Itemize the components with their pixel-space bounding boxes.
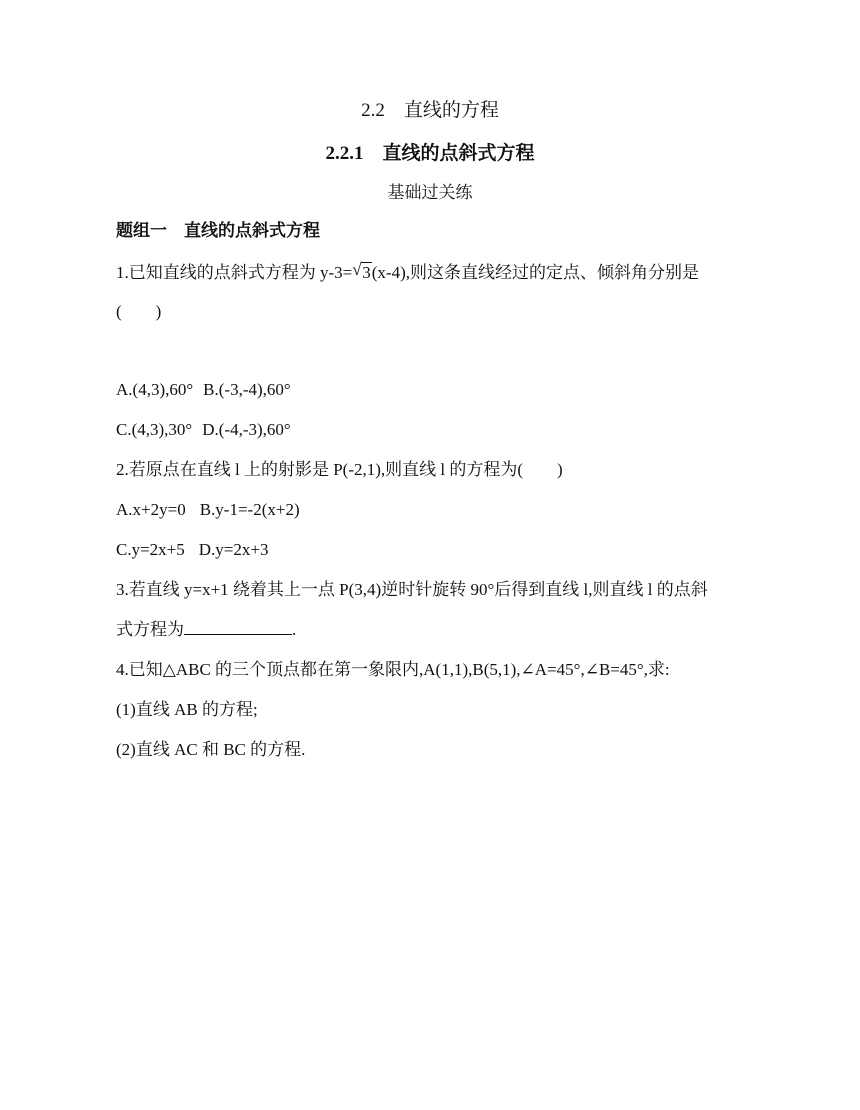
- question-1-options-row-2: [116, 418, 291, 442]
- question-1-bracket: ( ): [116, 302, 162, 321]
- question-3-prefix: 式方程为: [116, 620, 184, 639]
- question-2-option-d: D.y=2x+3: [198, 540, 269, 559]
- question-1-option-c: C.(4,3),30°: [116, 420, 193, 439]
- question-4-part-1: (1)直线 AB 的方程;: [116, 700, 258, 719]
- sqrt-expression: [352, 261, 372, 285]
- question-2-options-row-2: [116, 538, 268, 562]
- exercise-label: 基础过关练: [387, 183, 473, 202]
- question-3-line-2: [116, 618, 296, 642]
- question-4-part-2: (2)直线 AC 和 BC 的方程.: [116, 740, 306, 759]
- question-3-suffix: .: [292, 620, 297, 639]
- question-2-option-c: C.y=2x+5: [116, 540, 185, 559]
- sqrt-radicand: 3: [362, 263, 371, 282]
- question-2-option-a: A.x+2y=0: [116, 500, 186, 519]
- section-title: 2.2 直线的方程: [361, 100, 499, 121]
- question-2-options-row-1: [116, 498, 300, 522]
- question-4-stem: 4.已知△ABC 的三个顶点都在第一象限内,A(1,1),B(5,1),∠A=45°,∠B=45°,求:: [116, 660, 670, 679]
- question-1-prefix: 1.已知直线的点斜式方程为 y-3=: [116, 263, 353, 282]
- subsection-title: 2.2.1 直线的点斜式方程: [325, 143, 535, 164]
- question-1-option-d: D.(-4,-3),60°: [202, 420, 291, 439]
- question-1-stem: [116, 261, 699, 285]
- group-heading: 题组一 直线的点斜式方程: [116, 221, 320, 240]
- question-3-line-1: 3.若直线 y=x+1 绕着其上一点 P(3,4)逆时针旋转 90°后得到直线 l,则直线 l 的点斜: [116, 580, 708, 599]
- question-2-stem: 2.若原点在直线 l 上的射影是 P(-2,1),则直线 l 的方程为( ): [116, 460, 563, 479]
- question-2-option-b: B.y-1=-2(x+2): [199, 500, 300, 519]
- radical-sign-icon: √: [352, 260, 362, 279]
- question-1-option-b: B.(-3,-4),60°: [203, 380, 291, 399]
- answer-blank[interactable]: [184, 619, 292, 635]
- question-1-options-row-1: [116, 378, 291, 402]
- question-1-suffix: (x-4),则这条直线经过的定点、倾斜角分别是: [371, 263, 699, 282]
- question-1-option-a: A.(4,3),60°: [116, 380, 194, 399]
